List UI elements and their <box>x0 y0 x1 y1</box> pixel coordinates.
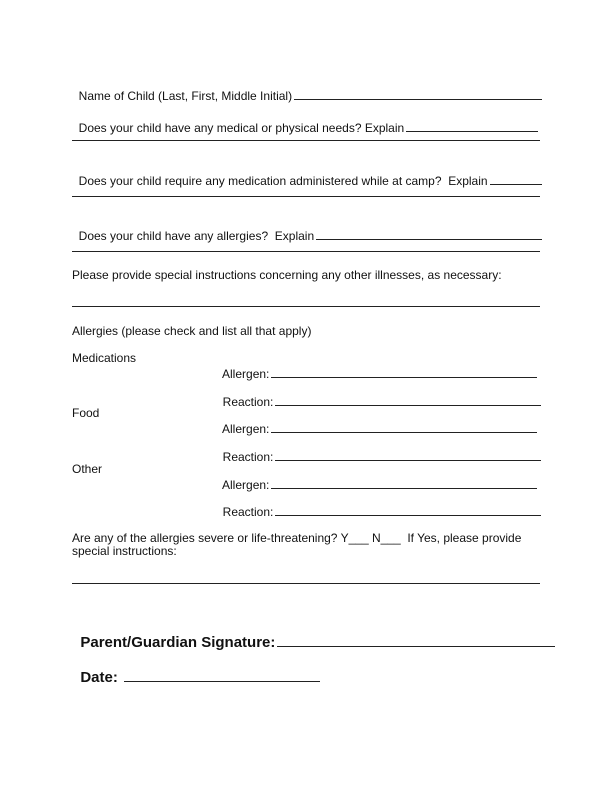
name-of-child-label: Name of Child (Last, First, Middle Initial) <box>78 89 293 103</box>
date-label: Date: <box>80 669 118 686</box>
reaction-label: Reaction: <box>222 395 274 409</box>
signature-label: Parent/Guardian Signature: <box>80 634 276 651</box>
food-reaction-row <box>216 434 541 464</box>
medication-row <box>72 158 542 188</box>
allergies-question-row <box>72 213 542 243</box>
allergies-header: Allergies (please check and list all that apply) <box>72 324 312 338</box>
date-field[interactable] <box>124 666 320 682</box>
reaction-label: Reaction: <box>222 505 274 519</box>
name-of-child-field[interactable] <box>294 87 542 100</box>
allergies-question-field[interactable] <box>316 227 542 240</box>
food-allergen-field[interactable] <box>271 420 537 433</box>
allergen-label: Allergen: <box>222 422 270 436</box>
allergen-label: Allergen: <box>222 367 270 381</box>
other-allergen-field[interactable] <box>271 476 537 489</box>
reaction-label: Reaction: <box>222 450 274 464</box>
medication-field[interactable] <box>490 172 542 185</box>
medical-needs-line[interactable] <box>72 140 540 141</box>
severe-instructions-line[interactable] <box>72 583 540 584</box>
severe-question-line1: Are any of the allergies severe or life-threatening? Y___ N___ If Yes, please provide <box>72 531 522 545</box>
medications-reaction-field[interactable] <box>275 393 541 406</box>
medications-reaction-row <box>216 379 541 409</box>
date-row <box>72 649 320 686</box>
allergies-question-line[interactable] <box>72 251 540 252</box>
medical-needs-field[interactable] <box>406 119 538 132</box>
other-allergen-row <box>216 462 537 492</box>
other-label: Other <box>72 462 103 476</box>
medical-needs-row <box>72 105 538 135</box>
medications-allergen-row <box>216 351 537 381</box>
food-reaction-field[interactable] <box>275 448 541 461</box>
special-instructions-label: Please provide special instructions concerning any other illnesses, as necessary: <box>72 268 502 282</box>
signature-row <box>72 614 555 651</box>
other-reaction-row <box>216 489 541 519</box>
signature-field[interactable] <box>277 631 555 647</box>
medication-line[interactable] <box>72 196 540 197</box>
allergies-question-label: Does your child have any allergies? Explain <box>78 229 315 243</box>
medications-label: Medications <box>72 351 137 365</box>
food-allergen-row <box>216 406 537 436</box>
name-of-child-row <box>72 73 542 103</box>
food-label: Food <box>72 406 100 420</box>
other-reaction-field[interactable] <box>275 503 541 516</box>
special-instructions-line[interactable] <box>72 306 540 307</box>
severe-question-line2: special instructions: <box>72 544 177 558</box>
medication-label: Does your child require any medication administered while at camp? Explain <box>78 174 488 188</box>
medical-needs-label: Does your child have any medical or physical needs? Explain <box>78 121 405 135</box>
medications-allergen-field[interactable] <box>271 365 537 378</box>
allergen-label: Allergen: <box>222 478 270 492</box>
